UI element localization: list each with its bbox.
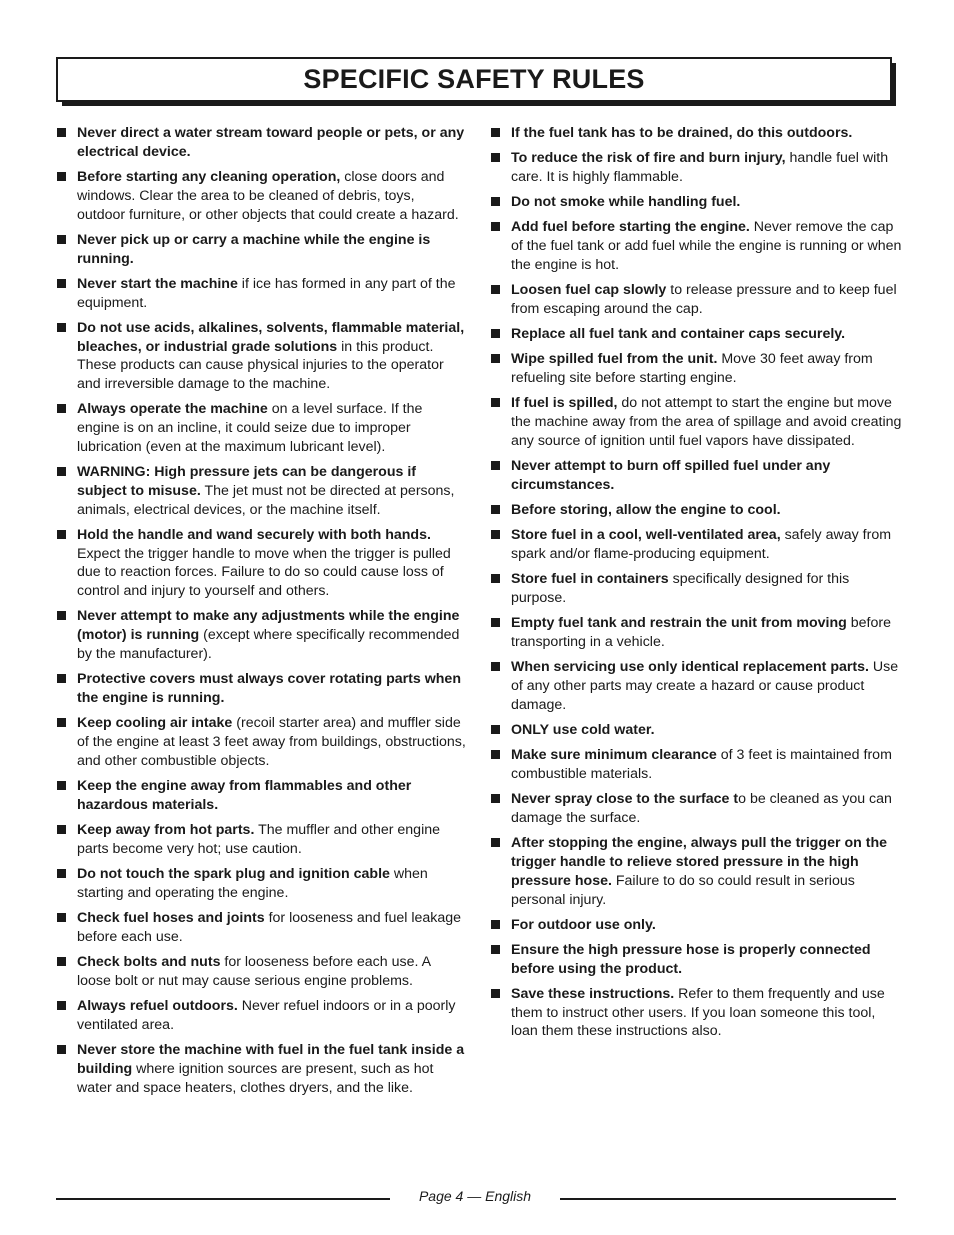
rule-bold-text: Keep away from hot parts. xyxy=(77,821,255,838)
rule-body-text: Never remove the cap of the fuel tank or add fuel while the engine is running or when the engine is hot. xyxy=(511,219,902,273)
square-bullet-icon xyxy=(57,172,66,181)
rule-bold-text: Never start the machine xyxy=(77,275,238,292)
rule-body-text: (recoil starter area) and muffler side of the engine at least 3 feet away from buildings, obstructions, and other combustible objects. xyxy=(77,715,466,769)
square-bullet-icon xyxy=(491,285,500,294)
rule-bold-text: Ensure the high pressure hose is properly connected before using the product. xyxy=(511,941,871,977)
rule-bold-text: Hold the handle and wand securely with both hands. xyxy=(77,526,431,543)
rule-body-text: of 3 feet is maintained from combustible materials. xyxy=(511,747,892,782)
square-bullet-icon xyxy=(491,222,500,231)
square-bullet-icon xyxy=(57,913,66,922)
safety-rule-item xyxy=(56,319,466,394)
rule-body-text: for looseness and fuel leakage before each use. xyxy=(77,909,462,945)
square-bullet-icon xyxy=(491,945,500,954)
rule-body-text: Never refuel indoors or in a poorly ventilated area. xyxy=(77,997,456,1033)
safety-rule-item xyxy=(490,614,902,652)
rule-bold-text: If fuel is spilled, xyxy=(511,395,618,412)
title-banner xyxy=(56,57,894,104)
footer-rule-right xyxy=(560,1198,896,1200)
rule-bold-text: Before starting any cleaning operation, xyxy=(77,168,341,185)
rule-bold-text: Before storing, allow the engine to cool. xyxy=(511,502,781,519)
rule-body-text: Use of any other parts may create a hazard or cause product damage. xyxy=(511,659,899,713)
square-bullet-icon xyxy=(491,197,500,206)
safety-rule-item xyxy=(490,834,902,909)
square-bullet-icon xyxy=(491,574,500,583)
rule-body-text: The jet must not be directed at persons, animals, electrical devices, or the machine itself. xyxy=(77,482,455,518)
square-bullet-icon xyxy=(57,530,66,539)
square-bullet-icon xyxy=(491,354,500,363)
safety-rule-item xyxy=(56,670,466,708)
square-bullet-icon xyxy=(491,505,500,514)
safety-rule-item xyxy=(490,394,902,450)
safety-rule-item xyxy=(56,997,466,1035)
square-bullet-icon xyxy=(57,1001,66,1010)
square-bullet-icon xyxy=(491,662,500,671)
rule-bold-text: WARNING: High pressure jets can be dangerous if subject to misuse. xyxy=(77,464,416,499)
square-bullet-icon xyxy=(57,825,66,834)
safety-rule-item xyxy=(56,714,466,770)
safety-rule-item xyxy=(56,400,466,456)
square-bullet-icon xyxy=(57,279,66,288)
safety-rule-item xyxy=(56,231,466,269)
safety-rule-item xyxy=(56,953,466,991)
safety-rule-item xyxy=(56,526,466,601)
rule-bold-text: Never attempt to make any adjustments while the engine (motor) is running xyxy=(77,608,460,644)
rule-body-text: safely away from spark and/or flame-producing equipment. xyxy=(511,527,892,563)
rule-body-text: The muffler and other engine parts become very hot; use caution. xyxy=(77,821,441,857)
square-bullet-icon xyxy=(57,467,66,476)
rule-bold-text: Save these instructions. xyxy=(511,985,675,1002)
page-number-label: Page 4 — English xyxy=(418,1188,532,1204)
rule-body-text: before transporting in a vehicle. xyxy=(511,615,891,651)
rule-body-text: Refer to them frequently and use them to instruct other users. If you loan someone this tool, loan them these instructions also. xyxy=(511,985,885,1040)
safety-rule-item xyxy=(490,790,902,828)
square-bullet-icon xyxy=(57,404,66,413)
page-footer xyxy=(56,1186,896,1208)
square-bullet-icon xyxy=(491,461,500,470)
safety-rule-item xyxy=(490,746,902,784)
square-bullet-icon xyxy=(491,329,500,338)
square-bullet-icon xyxy=(491,128,500,137)
rule-bold-text: Replace all fuel tank and container caps securely. xyxy=(511,326,846,343)
square-bullet-icon xyxy=(491,989,500,998)
rule-bold-text: If the fuel tank has to be drained, do this outdoors. xyxy=(511,125,853,141)
safety-rule-item xyxy=(490,721,902,740)
page-title: SPECIFIC SAFETY RULES xyxy=(303,64,645,94)
safety-rule-item xyxy=(490,658,902,714)
rule-body-text: when starting and operating the engine. xyxy=(77,865,428,901)
square-bullet-icon xyxy=(57,323,66,332)
safety-rule-item xyxy=(490,218,902,274)
safety-rule-item xyxy=(490,281,902,319)
rule-bold-text: Empty fuel tank and restrain the unit from moving xyxy=(511,615,847,632)
safety-rule-item xyxy=(490,526,902,564)
square-bullet-icon xyxy=(57,718,66,727)
rule-body-text: close doors and windows. Clear the area to be cleaned of debris, toys, outdoor furniture, or other objects that could create a hazard. xyxy=(77,168,459,223)
safety-rule-item xyxy=(56,124,466,162)
square-bullet-icon xyxy=(491,725,500,734)
rule-bold-text: Never store the machine with fuel in the fuel tank inside a building xyxy=(77,1041,465,1077)
safety-rule-item xyxy=(490,193,902,212)
rule-bold-text: Keep the engine away from flammables and other hazardous materials. xyxy=(77,778,412,813)
safety-rule-item xyxy=(56,1041,466,1097)
right-column xyxy=(490,124,902,1048)
rule-body-text: do not attempt to start the engine but move the machine away from the area of spillage and avoid creating any source of ignition until fuel vapors have dissipated. xyxy=(511,395,902,449)
rule-bold-text: Check bolts and nuts xyxy=(77,953,221,970)
safety-rule-item xyxy=(56,168,466,224)
square-bullet-icon xyxy=(491,153,500,162)
rule-body-text: where ignition sources are present, such as hot water and space heaters, clothes dryers, and the like. xyxy=(77,1060,434,1096)
square-bullet-icon xyxy=(57,128,66,137)
square-bullet-icon xyxy=(57,1045,66,1054)
rule-bold-text: Never spray close to the surface t xyxy=(511,791,739,808)
square-bullet-icon xyxy=(57,674,66,683)
safety-rule-item xyxy=(490,149,902,187)
safety-rule-item xyxy=(490,124,902,143)
rule-bold-text: To reduce the risk of fire and burn injury, xyxy=(511,150,786,167)
square-bullet-icon xyxy=(491,398,500,407)
rule-body-text: Move 30 feet away from refueling site before starting engine. xyxy=(511,351,873,387)
square-bullet-icon xyxy=(491,838,500,847)
rule-bold-text: ONLY use cold water. xyxy=(511,721,655,738)
safety-rule-item xyxy=(490,941,902,979)
square-bullet-icon xyxy=(491,750,500,759)
safety-rule-item xyxy=(490,350,902,388)
rule-bold-text: Protective covers must always cover rotating parts when the engine is running. xyxy=(77,671,461,707)
safety-rule-item xyxy=(56,463,466,519)
rule-body-text: o be cleaned as you can damage the surface. xyxy=(511,791,892,826)
safety-rule-item xyxy=(490,457,902,495)
rule-bold-text: Do not use acids, alkalines, solvents, flammable material, bleaches, or industrial grade solutions xyxy=(77,319,465,355)
square-bullet-icon xyxy=(491,920,500,929)
rule-bold-text: Never pick up or carry a machine while the engine is running. xyxy=(77,231,431,267)
square-bullet-icon xyxy=(491,530,500,539)
square-bullet-icon xyxy=(57,235,66,244)
rule-body-text: Expect the trigger handle to move when the trigger is pulled due to reaction forces. Failure to do so could cause loss of control and injury to yourself and others. xyxy=(77,545,451,600)
safety-rule-item xyxy=(490,985,902,1041)
safety-rule-item xyxy=(56,909,466,947)
title-box xyxy=(56,57,892,102)
rule-body-text: Failure to do so could result in serious personal injury. xyxy=(511,872,855,908)
square-bullet-icon xyxy=(491,794,500,803)
rule-bold-text: Keep cooling air intake xyxy=(77,715,233,732)
safety-rule-item xyxy=(56,821,466,859)
square-bullet-icon xyxy=(57,611,66,620)
rule-body-text: if ice has formed in any part of the equipment. xyxy=(77,275,456,311)
rule-bold-text: Wipe spilled fuel from the unit. xyxy=(511,351,718,368)
rule-bold-text: Add fuel before starting the engine. xyxy=(511,219,750,236)
rule-bold-text: When servicing use only identical replacement parts. xyxy=(511,659,869,676)
rule-body-text: handle fuel with care. It is highly flammable. xyxy=(511,150,889,185)
square-bullet-icon xyxy=(57,957,66,966)
safety-rule-item xyxy=(56,275,466,313)
square-bullet-icon xyxy=(491,618,500,627)
safety-rule-item xyxy=(490,916,902,935)
rule-bold-text: Store fuel in a cool, well-ventilated area, xyxy=(511,527,781,544)
rule-bold-text: Do not touch the spark plug and ignition cable xyxy=(77,865,390,882)
rule-bold-text: Check fuel hoses and joints xyxy=(77,909,265,926)
safety-rule-item xyxy=(56,777,466,815)
rule-body-text: on a level surface. If the engine is on an incline, it could seize due to improper lubrication (even at the maximum lubricant level). xyxy=(77,401,423,455)
safety-rule-item xyxy=(56,607,466,663)
left-column xyxy=(56,124,466,1104)
safety-rule-item xyxy=(490,325,902,344)
rule-bold-text: Always operate the machine xyxy=(77,401,268,418)
rule-body-text: (except where specifically recommended by the manufacturer). xyxy=(77,627,460,663)
rule-bold-text: Never attempt to burn off spilled fuel under any circumstances. xyxy=(511,458,831,493)
rule-bold-text: After stopping the engine, always pull the trigger on the trigger handle to relieve stored pressure in the high pressure hose. xyxy=(511,835,887,889)
footer-rule-left xyxy=(56,1198,390,1200)
rule-bold-text: Never direct a water stream toward people or pets, or any electrical device. xyxy=(77,125,465,160)
rule-body-text: in this product. These products can cause physical injuries to the operator and irreversible damage to the machine. xyxy=(77,338,444,393)
rule-bold-text: Make sure minimum clearance xyxy=(511,747,717,764)
safety-rule-item xyxy=(490,570,902,608)
safety-rule-item xyxy=(490,501,902,520)
rule-bold-text: Always refuel outdoors. xyxy=(77,997,238,1014)
square-bullet-icon xyxy=(57,781,66,790)
rule-body-text: specifically designed for this purpose. xyxy=(511,571,850,607)
square-bullet-icon xyxy=(57,869,66,878)
rule-bold-text: Store fuel in containers xyxy=(511,571,669,588)
rule-bold-text: Loosen fuel cap slowly xyxy=(511,282,667,299)
rule-bold-text: For outdoor use only. xyxy=(511,916,656,933)
rule-bold-text: Do not smoke while handling fuel. xyxy=(511,194,741,211)
rule-body-text: to release pressure and to keep fuel from escaping around the cap. xyxy=(511,282,897,317)
safety-rule-item xyxy=(56,865,466,903)
rule-body-text: for looseness before each use. A loose bolt or nut may cause serious engine problems. xyxy=(77,953,431,989)
